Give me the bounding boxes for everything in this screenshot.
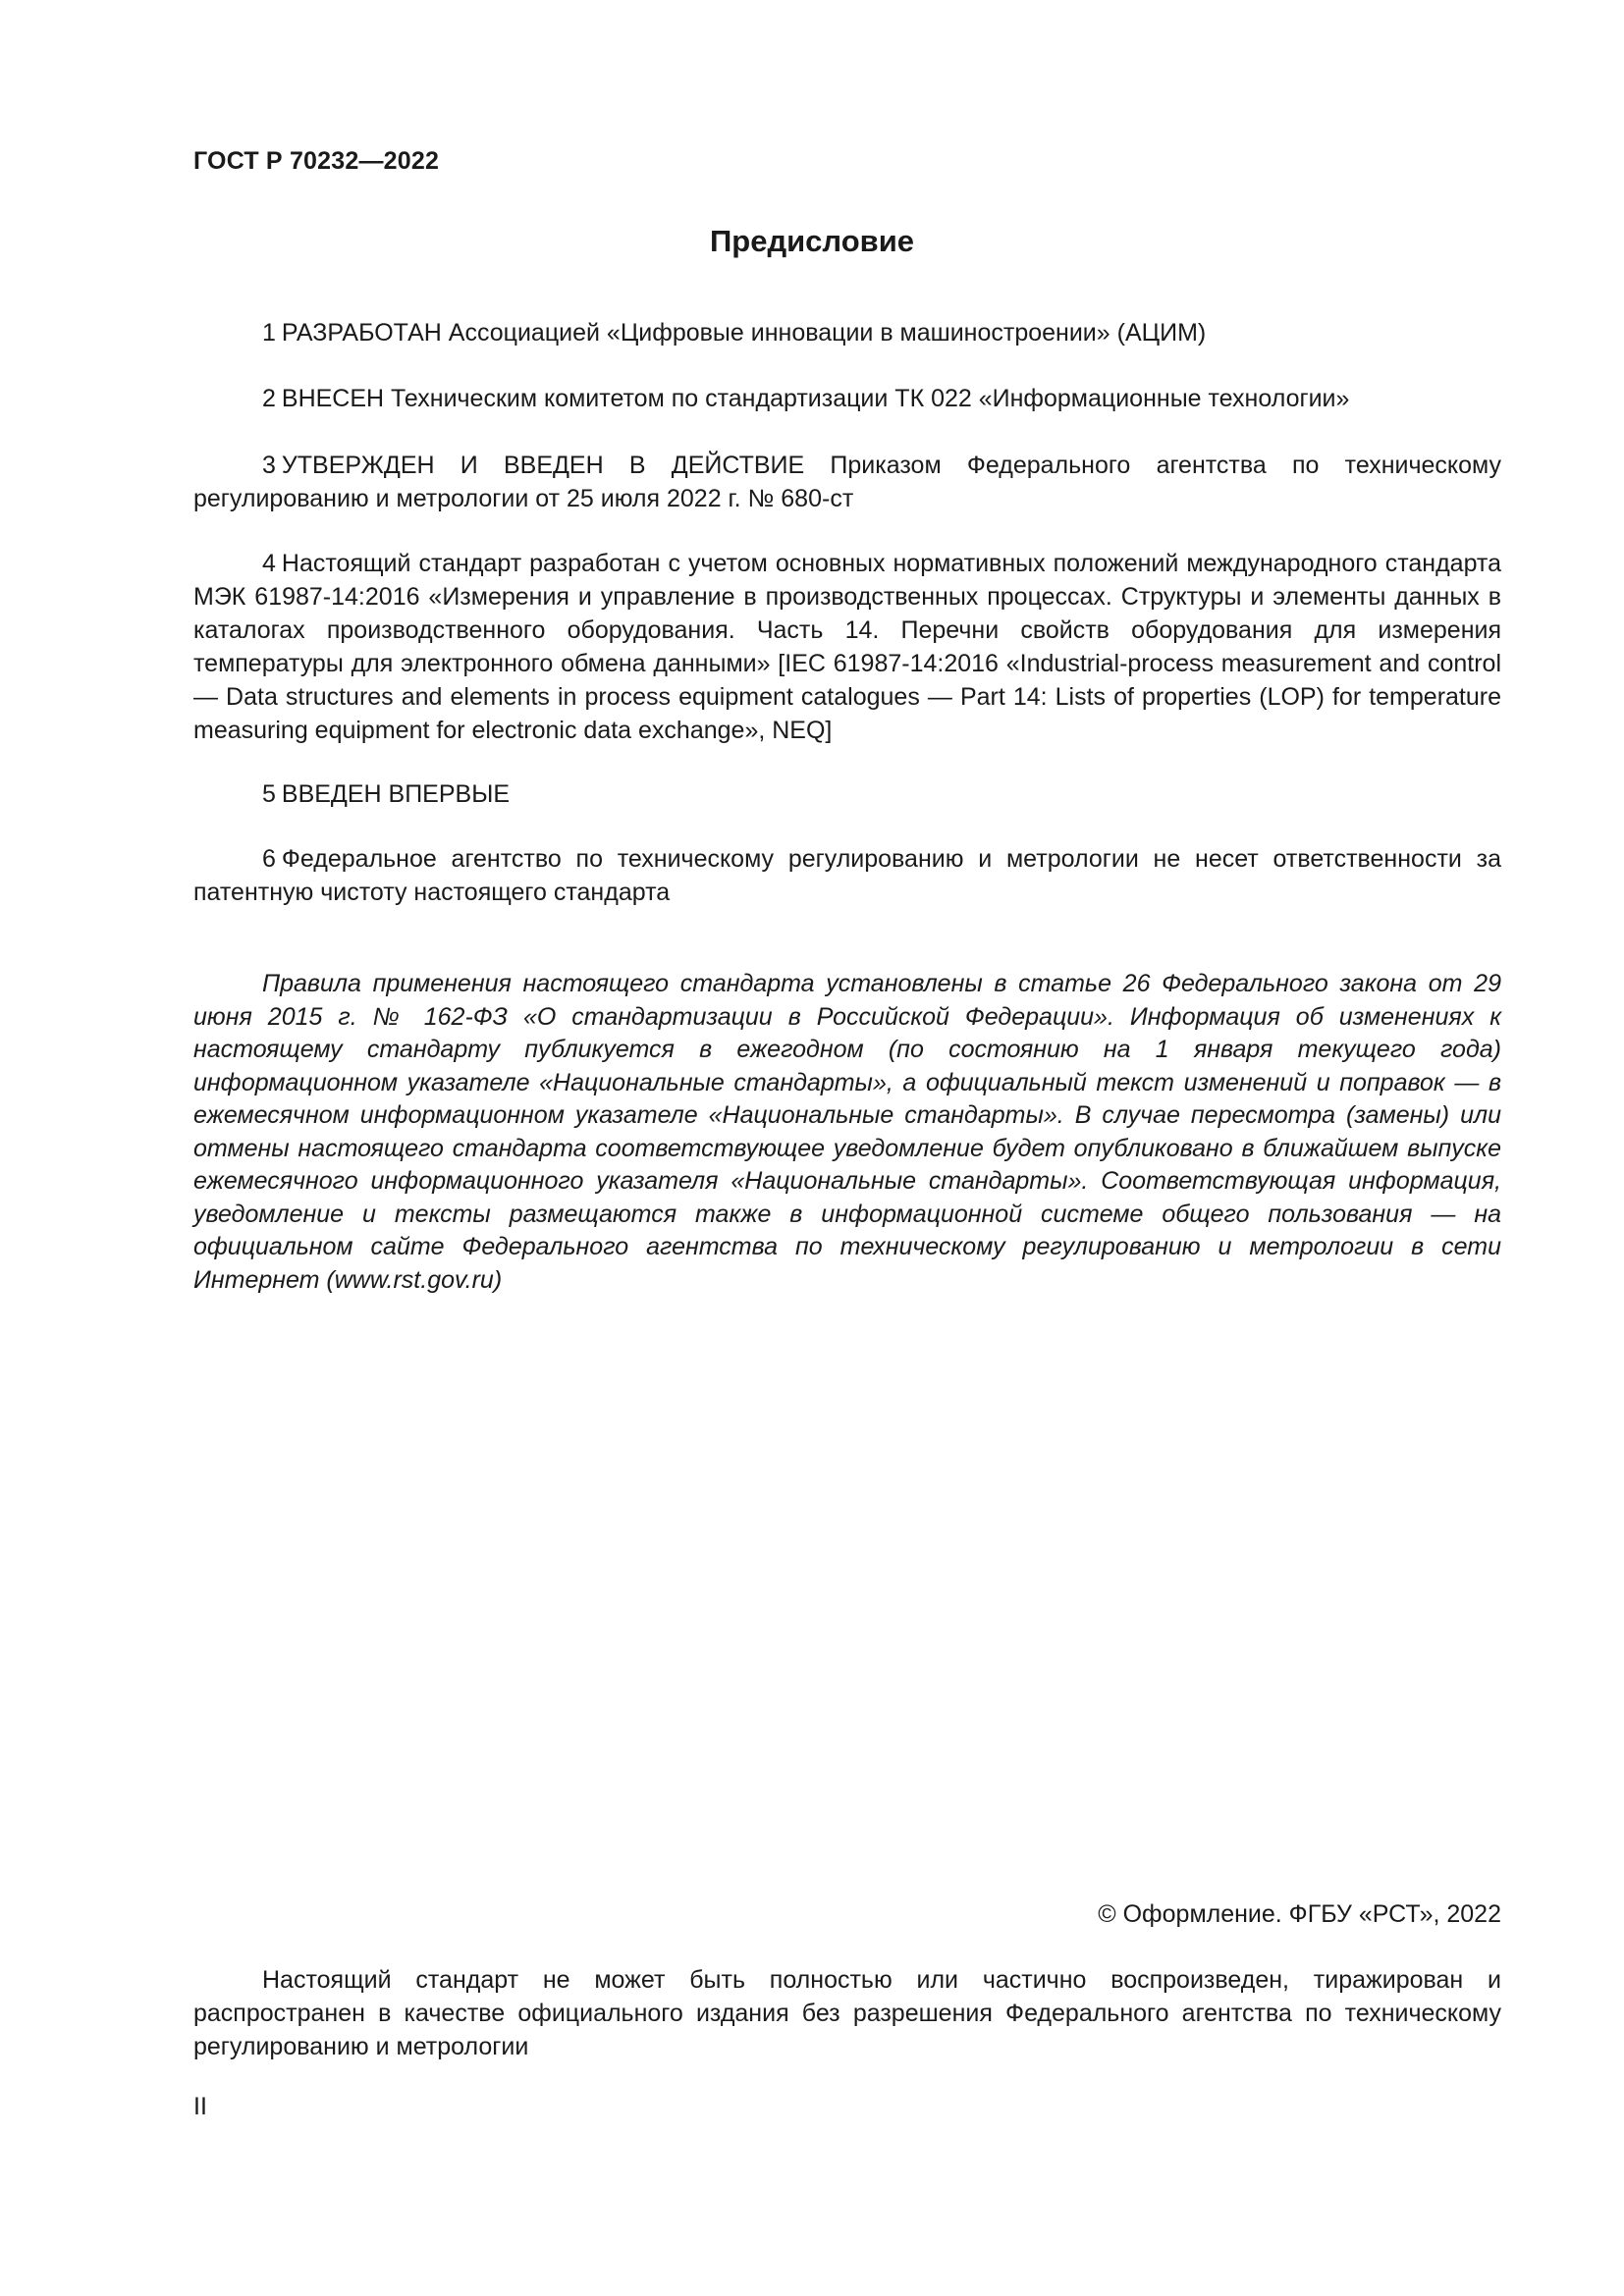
page-title: Предисловие <box>709 224 914 258</box>
copyright-notice: © Оформление. ФГБУ «РСТ», 2022 <box>1098 1900 1501 1928</box>
reproduction-restriction: Настоящий стандарт не может быть полностью или частично воспроизведен, тиражирован и распространен в качестве официального издания без разрешения Федерального агентства по техническому регулированию и метрологии <box>193 1966 1501 2060</box>
foreword-item-6 <box>193 842 1501 909</box>
item-text: Федеральное агентство по техническому регулированию и метрологии не несет ответственности за патентную чистоту настоящего стандарта <box>193 845 1501 906</box>
item-number: 4 <box>262 550 276 577</box>
application-rules-notice: Правила применения настоящего стандарта установлены в статье 26 Федерального закона от 29 июня 2015 г. № 162-ФЗ «О стандартизации в Российской Федерации». Информация об изменениях к настоящему стандарту публикуется в ежегодном (по состоянию на 1 января текущего года) информационном указателе «Национальные стандарты», а официальный текст изменений и поправок — в ежемесячном информационном указателе «Национальные стандарты». В случае пересмотра (замены) или отмены настоящего стандарта соответствующее уведомление будет опубликовано в ближайшем выпуске ежемесячного информационного указателя «Национальные стандарты». Соответствующая информация, уведомление и тексты размещаются также в информационной системе общего пользования — на официальном сайте Федерального агентства по техническому регулированию и метрологии в сети Интернет (www.rst.gov.ru) <box>193 970 1501 1294</box>
foreword-item-1 <box>193 316 1501 349</box>
item-number: 5 <box>262 780 276 808</box>
foreword-item-2 <box>193 382 1501 415</box>
item-text: ВВЕДЕН ВПЕРВЫЕ <box>281 780 511 808</box>
item-text: ВНЕСЕН Техническим комитетом по стандартизации ТК 022 «Информационные технологии» <box>281 385 1350 412</box>
item-number: 6 <box>262 845 276 873</box>
foreword-item-4 <box>193 547 1501 747</box>
item-number: 3 <box>262 452 276 479</box>
page-number: II <box>193 2093 207 2120</box>
item-number: 1 <box>262 319 276 347</box>
foreword-item-5 <box>193 777 1501 811</box>
item-text: РАЗРАБОТАН Ассоциацией «Цифровые инновации в машиностроении» (АЦИМ) <box>281 319 1207 347</box>
document-code: ГОСТ Р 70232—2022 <box>193 147 440 175</box>
item-number: 2 <box>262 385 276 412</box>
foreword-item-3 <box>193 449 1501 515</box>
item-text: Настоящий стандарт разработан с учетом основных нормативных положений международного стандарта МЭК 61987-14:2016 «Измерения и управление в производственных процессах. Структуры и элементы данных в каталогах производственного оборудования. Часть 14. Перечни свойств оборудования для измерения температуры для электронного обмена данными» [IEC 61987-14:2016 «Industrial-process measurement and control — Data structures and elements in process equipment catalogues — Part 14: Lists of properties (LOP) for temperature measuring equipment for electronic data exchange», NEQ] <box>193 550 1501 744</box>
item-text: УТВЕРЖДЕН И ВВЕДЕН В ДЕЙСТВИЕ Приказом Федерального агентства по техническому регулированию и метрологии от 25 июля 2022 г. № 680-ст <box>193 452 1501 512</box>
